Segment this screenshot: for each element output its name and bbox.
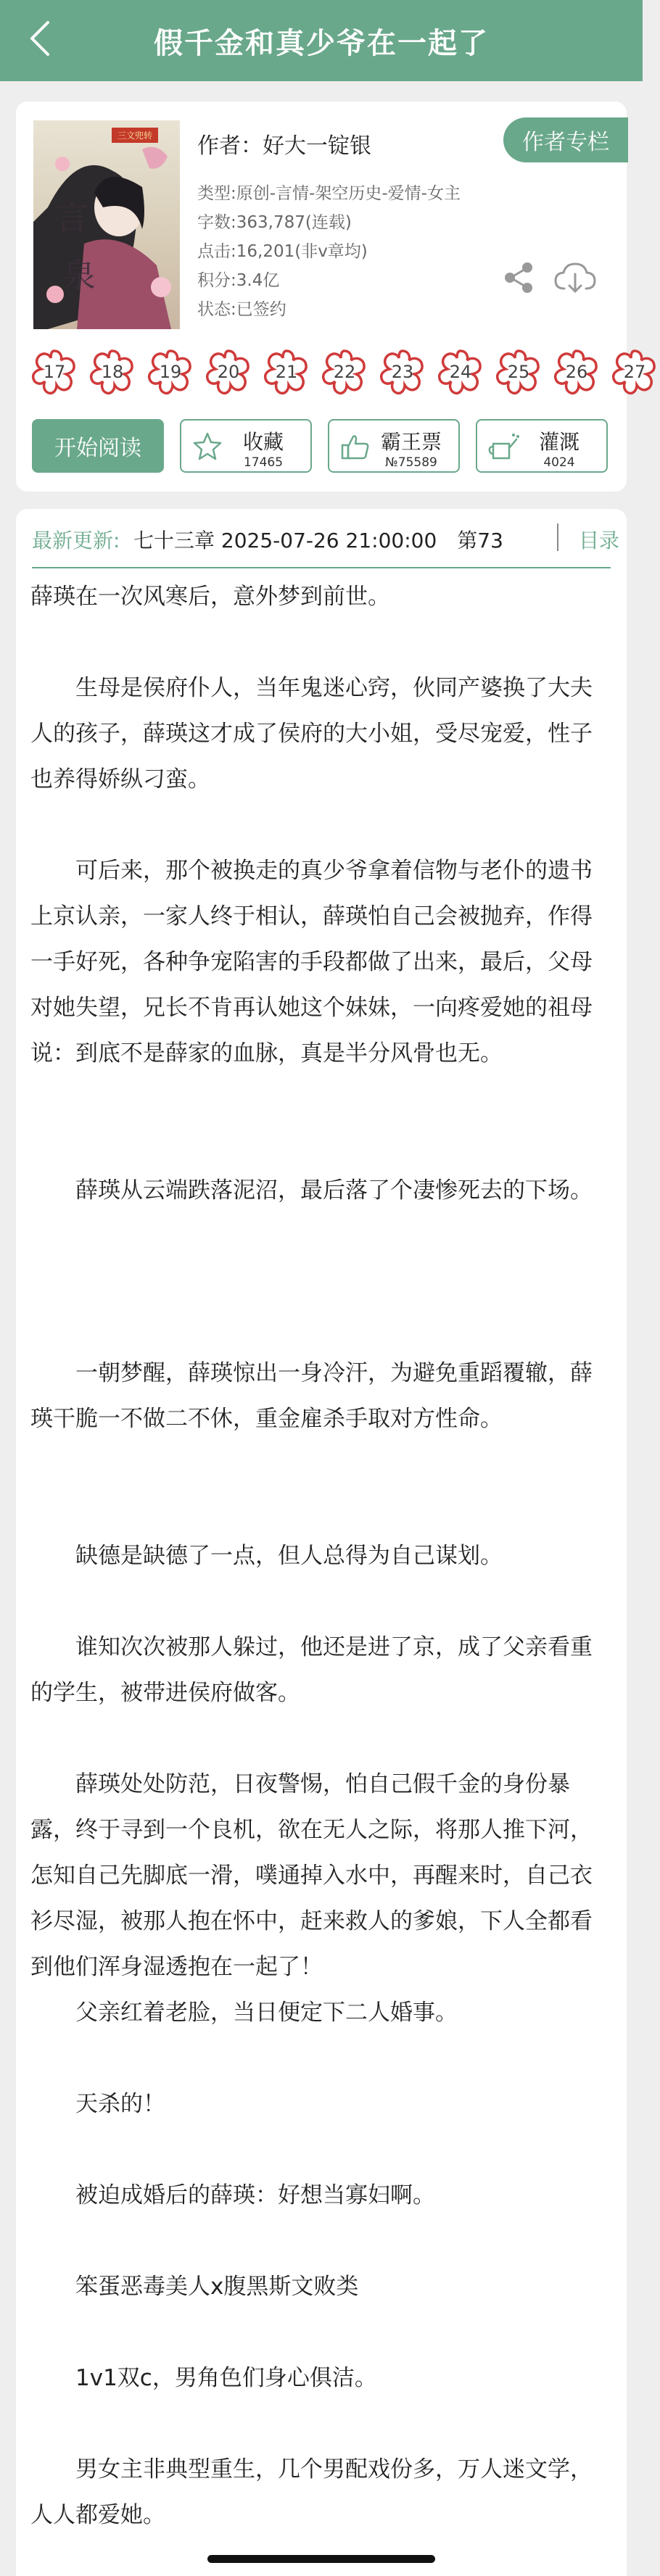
vote-ticket-button[interactable]	[328, 419, 460, 473]
intro-paragraph: 父亲红着老脸，当日便定下二人婚事。	[75, 2000, 458, 2026]
meta-score: 积分:3.4亿	[197, 271, 280, 290]
meta-status: 状态:已签约	[197, 300, 286, 319]
book-cover[interactable]	[33, 120, 180, 329]
intro-paragraph: 生母是侯府仆人，当年鬼迷心窍，伙同产婆换了大夫人的孩子，薛瑛这才成了侯府的大小姐，受尽宠爱，性子也养得娇纵刁蛮。	[30, 675, 593, 792]
intro-paragraph: 一朝梦醒，薛瑛惊出一身冷汗，为避免重蹈覆辙，薛瑛干脆一不做二不休，重金雇杀手取对方性命。	[30, 1360, 593, 1432]
cover-seal: 三文兜转	[112, 128, 158, 143]
intro-card	[16, 509, 627, 2576]
home-indicator[interactable]	[207, 2555, 435, 2563]
chapter-badge[interactable]	[87, 347, 138, 397]
svg-text:言: 言	[55, 198, 88, 237]
intro-paragraph: 被迫成婚后的薛瑛：好想当寡妇啊。	[75, 2182, 435, 2208]
chapter-number: 25	[507, 362, 530, 382]
chapter-badge[interactable]	[29, 347, 80, 397]
share-icon	[500, 261, 537, 294]
author-name[interactable]: 作者：好大一锭银	[197, 133, 371, 159]
chapter-badges	[29, 347, 646, 399]
chapter-badge[interactable]	[145, 347, 196, 397]
favorite-button[interactable]	[180, 419, 312, 473]
chapter-badge[interactable]	[435, 347, 486, 397]
latest-update-label: 最新更新:	[32, 529, 120, 552]
intro-paragraph: 薛瑛从云端跌落泥沼，最后落了个凄惨死去的下场。	[75, 1177, 593, 1204]
cloud-download-icon	[553, 261, 598, 297]
chapter-badge[interactable]	[551, 347, 602, 397]
share-button[interactable]	[500, 261, 537, 294]
chapter-badge[interactable]	[377, 347, 428, 397]
intro-paragraph: 男女主非典型重生，几个男配戏份多，万人迷文学，人人都爱她。	[30, 2456, 593, 2528]
book-info-card	[16, 102, 646, 492]
chapter-badge[interactable]	[261, 347, 312, 397]
chapter-number: 19	[159, 362, 182, 382]
meta-clicks: 点击:16,201(非v章均)	[197, 242, 368, 261]
cover-illustration	[33, 120, 180, 329]
chapter-badge[interactable]	[319, 347, 370, 397]
chapter-number: 21	[275, 362, 298, 382]
svg-text:泉: 泉	[62, 256, 96, 295]
start-reading-button[interactable]: 开始阅读	[32, 419, 164, 473]
intro-paragraph: 薛瑛在一次风寒后，意外梦到前世。	[30, 584, 390, 610]
chapter-number: 22	[333, 362, 356, 382]
top-bar	[0, 0, 643, 81]
favorite-count: 17465	[243, 455, 284, 470]
vote-ticket-label: 霸王票	[380, 430, 442, 454]
intro-paragraph: 缺德是缺德了一点，但人总得为自己谋划。	[75, 1543, 503, 1569]
divider	[557, 523, 558, 551]
intro-paragraph: 可后来，那个被换走的真少爷拿着信物与老仆的遗书上京认亲，一家人终于相认，薛瑛怕自己会被抛弃，作得一手好死，各种争宠陷害的手段都做了出来，最后，父母对她失望，兄长不肯再认她这个妹妹，一向疼爱她的祖母说：到底不是薛家的血脉，真是半分风骨也无。	[30, 858, 593, 1067]
chapter-badge[interactable]	[609, 347, 660, 397]
favorite-label: 收藏	[242, 430, 284, 454]
chapter-number: 23	[391, 362, 414, 382]
update-underline	[32, 567, 611, 568]
meta-word-count: 字数:363,787(连载)	[197, 213, 352, 232]
chapter-number: 27	[623, 362, 646, 382]
back-button[interactable]	[17, 13, 61, 64]
irrigate-count: 4024	[543, 455, 575, 470]
chapter-badge[interactable]	[203, 347, 254, 397]
intro-paragraph: 天杀的！	[75, 2091, 165, 2117]
download-button[interactable]	[553, 261, 598, 297]
chapter-badge[interactable]	[493, 347, 544, 397]
chapter-number: 24	[449, 362, 472, 382]
table-of-contents-link[interactable]: 目录	[579, 529, 620, 552]
chapter-number: 26	[565, 362, 588, 382]
irrigate-label: 灌溉	[538, 430, 579, 454]
chevron-left-icon	[28, 20, 51, 57]
chapter-number: 17	[43, 362, 66, 382]
intro-paragraph: 薛瑛处处防范，日夜警惕，怕自己假千金的身份暴露，终于寻到一个良机，欲在无人之际，将那人推下河，怎知自己先脚底一滑，噗通掉入水中，再醒来时，自己衣衫尽湿，被那人抱在怀中，赶来救人的爹娘，下人全都看到他们浑身湿透抱在一起了！	[30, 1771, 593, 1980]
action-row	[32, 419, 612, 474]
intro-paragraph: 谁知次次被那人躲过，他还是进了京，成了父亲看重的学生，被带进侯府做客。	[30, 1634, 593, 1706]
page-title: 假千金和真少爷在一起了	[154, 26, 489, 60]
latest-update-row[interactable]	[32, 509, 627, 567]
meta-genre: 类型:原创-言情-架空历史-爱情-女主	[197, 184, 461, 203]
latest-update-text: 七十三章 2025-07-26 21:00:00 第73	[133, 529, 503, 552]
vote-ticket-count: №75589	[385, 455, 437, 470]
intro-paragraph: 1v1双c，男角色们身心俱洁。	[75, 2365, 377, 2391]
author-column-button[interactable]: 作者专栏	[503, 117, 628, 162]
chapter-number: 18	[101, 362, 124, 382]
irrigate-button[interactable]	[476, 419, 608, 473]
intro-paragraph: 笨蛋恶毒美人x腹黑斯文败类	[75, 2274, 359, 2300]
chapter-number: 20	[217, 362, 240, 382]
